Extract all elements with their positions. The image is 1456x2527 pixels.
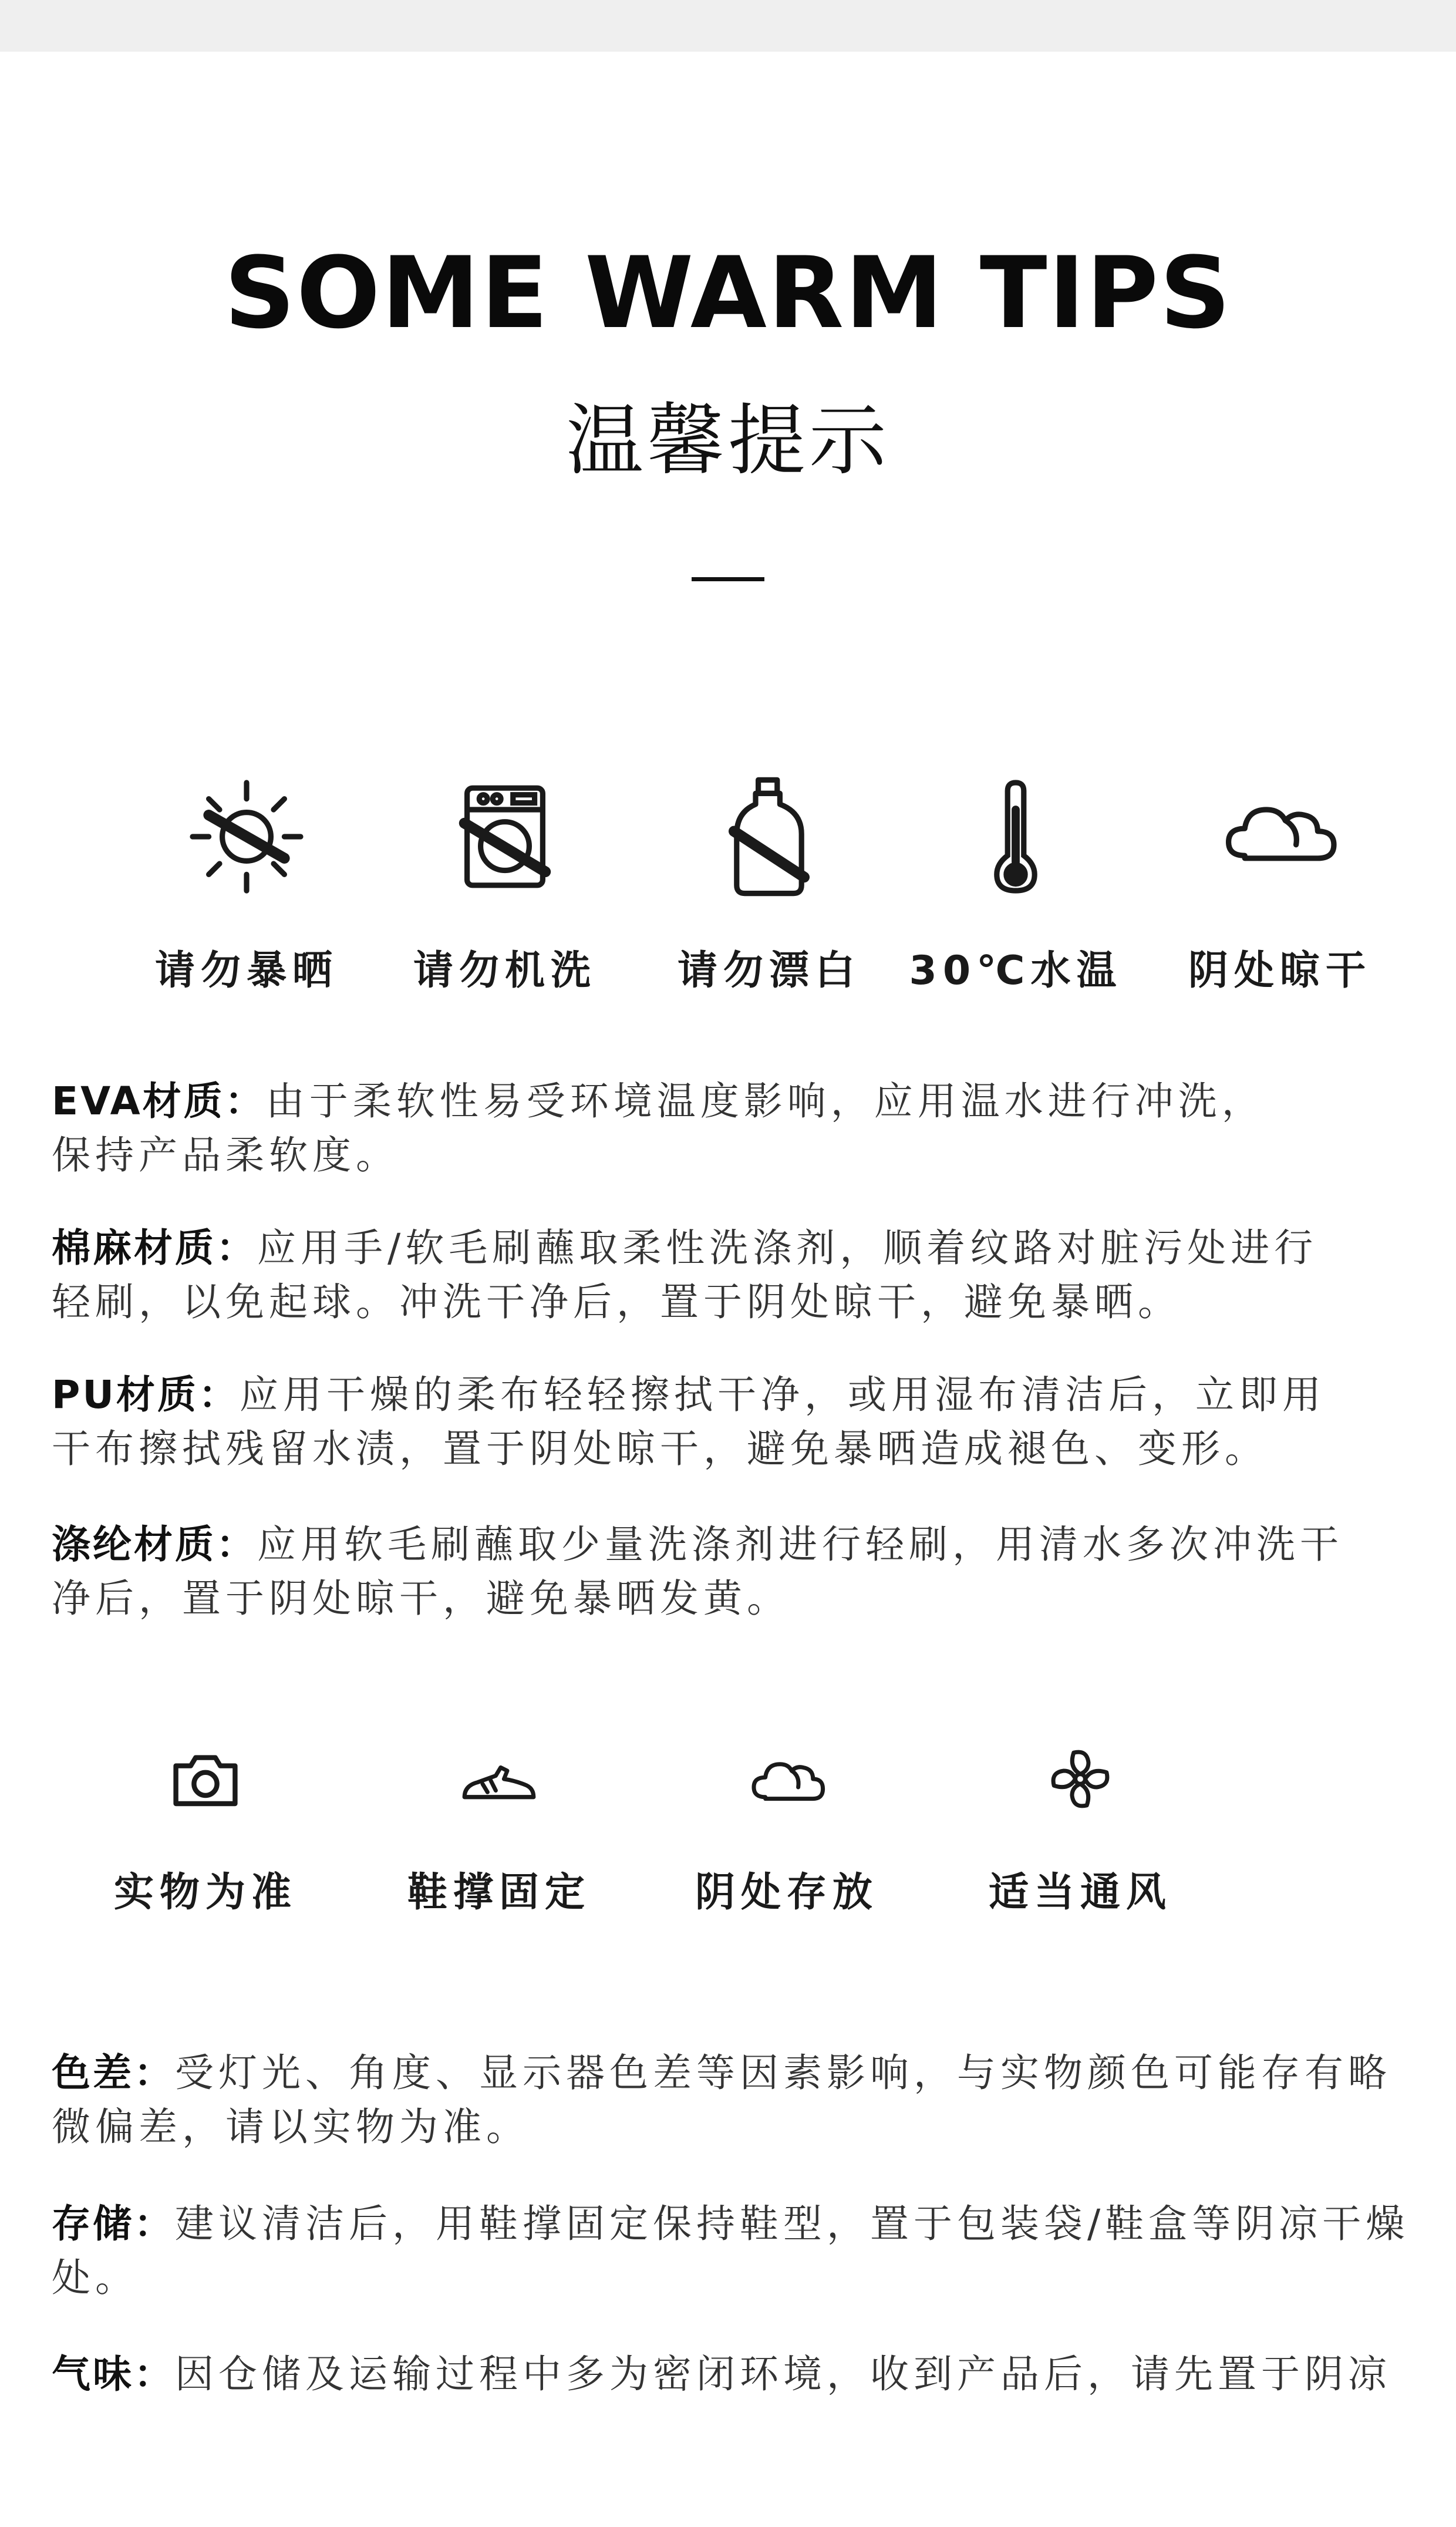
storage-label-actual-item: 实物为准 — [113, 1869, 297, 1916]
no-machine-wash-icon — [437, 769, 572, 904]
camera-icon — [164, 1738, 247, 1820]
care-item — [376, 769, 634, 994]
material-label: 棉麻材质： — [52, 1225, 257, 1271]
material-pu — [52, 1368, 1456, 1476]
fan-icon — [1039, 1738, 1121, 1820]
material-text: 应用软毛刷蘸取少量洗涤剂进行轻刷，用清水多次冲洗干 — [257, 1522, 1343, 1567]
top-bar — [0, 0, 1456, 52]
note-storage — [52, 2197, 1456, 2305]
note-color-difference — [52, 2046, 1456, 2154]
material-cotton-linen — [52, 1221, 1456, 1329]
material-text: 净后，置于阴处晾干，避免暴晒发黄。 — [52, 1576, 790, 1621]
care-label-shade-dry: 阴处晾干 — [1188, 948, 1371, 994]
care-item — [887, 769, 1145, 994]
material-text: 轻刷，以免起球。冲洗干净后，置于阴处晾干，避免暴晒。 — [52, 1279, 1181, 1325]
note-text: 处。 — [52, 2255, 139, 2300]
material-label: PU材质： — [52, 1372, 240, 1417]
material-text: 由于柔软性易受环境温度影响，应用温水进行冲洗， — [265, 1079, 1265, 1124]
care-item — [1151, 769, 1409, 994]
title-divider — [692, 577, 764, 581]
care-label-no-machine-wash: 请勿机洗 — [413, 948, 596, 994]
material-text: 应用干燥的柔布轻轻擦拭干净，或用湿布清洁后，立即用 — [239, 1372, 1326, 1417]
cloud-icon — [1212, 769, 1347, 904]
cloud-icon — [740, 1738, 834, 1820]
care-label-no-sun: 请勿暴晒 — [154, 948, 338, 994]
no-sun-icon — [179, 769, 314, 904]
no-bleach-icon — [702, 769, 837, 904]
note-text: 微偏差，请以实物为准。 — [52, 2104, 530, 2149]
note-label: 色差： — [52, 2050, 175, 2095]
storage-item — [951, 1738, 1209, 1916]
material-label: 涤纶材质： — [52, 1522, 257, 1567]
material-text: 应用手/软毛刷蘸取柔性洗涤剂，顺着纹路对脏污处进行 — [257, 1225, 1318, 1271]
note-odor — [52, 2347, 1456, 2401]
storage-label-shoe-tree: 鞋撑固定 — [407, 1869, 591, 1916]
material-label: EVA材质： — [52, 1079, 266, 1124]
material-text: 保持产品柔软度。 — [52, 1133, 399, 1178]
care-item — [640, 769, 898, 994]
storage-item — [658, 1738, 916, 1916]
care-item — [117, 769, 376, 994]
note-text: 受灯光、角度、显示器色差等因素影响，与实物颜色可能存有略 — [175, 2050, 1391, 2095]
note-label: 存储： — [52, 2201, 175, 2246]
storage-item — [76, 1738, 335, 1916]
page-title: SOME WARM TIPS — [224, 235, 1232, 351]
note-label: 气味： — [52, 2351, 175, 2397]
page-subtitle: 温馨提示 — [566, 396, 890, 486]
care-label-no-bleach: 请勿漂白 — [677, 948, 861, 994]
material-text: 干布擦拭残留水渍，置于阴处晾干，避免暴晒造成褪色、变形。 — [52, 1426, 1268, 1471]
storage-label-ventilate: 适当通风 — [988, 1869, 1172, 1916]
material-polyester — [52, 1518, 1456, 1626]
shoe-tree-icon — [452, 1738, 546, 1820]
note-text: 建议清洁后，用鞋撑固定保持鞋型，置于包装袋/鞋盒等阴凉干燥 — [175, 2201, 1410, 2246]
storage-label-shade-store: 阴处存放 — [695, 1869, 878, 1916]
care-label-water-temp: 30℃水温 — [909, 948, 1123, 994]
storage-item — [370, 1738, 628, 1916]
thermometer-icon — [948, 769, 1083, 904]
note-text: 因仓储及运输过程中多为密闭环境，收到产品后，请先置于阴凉 — [175, 2351, 1391, 2397]
material-eva — [52, 1074, 1456, 1182]
